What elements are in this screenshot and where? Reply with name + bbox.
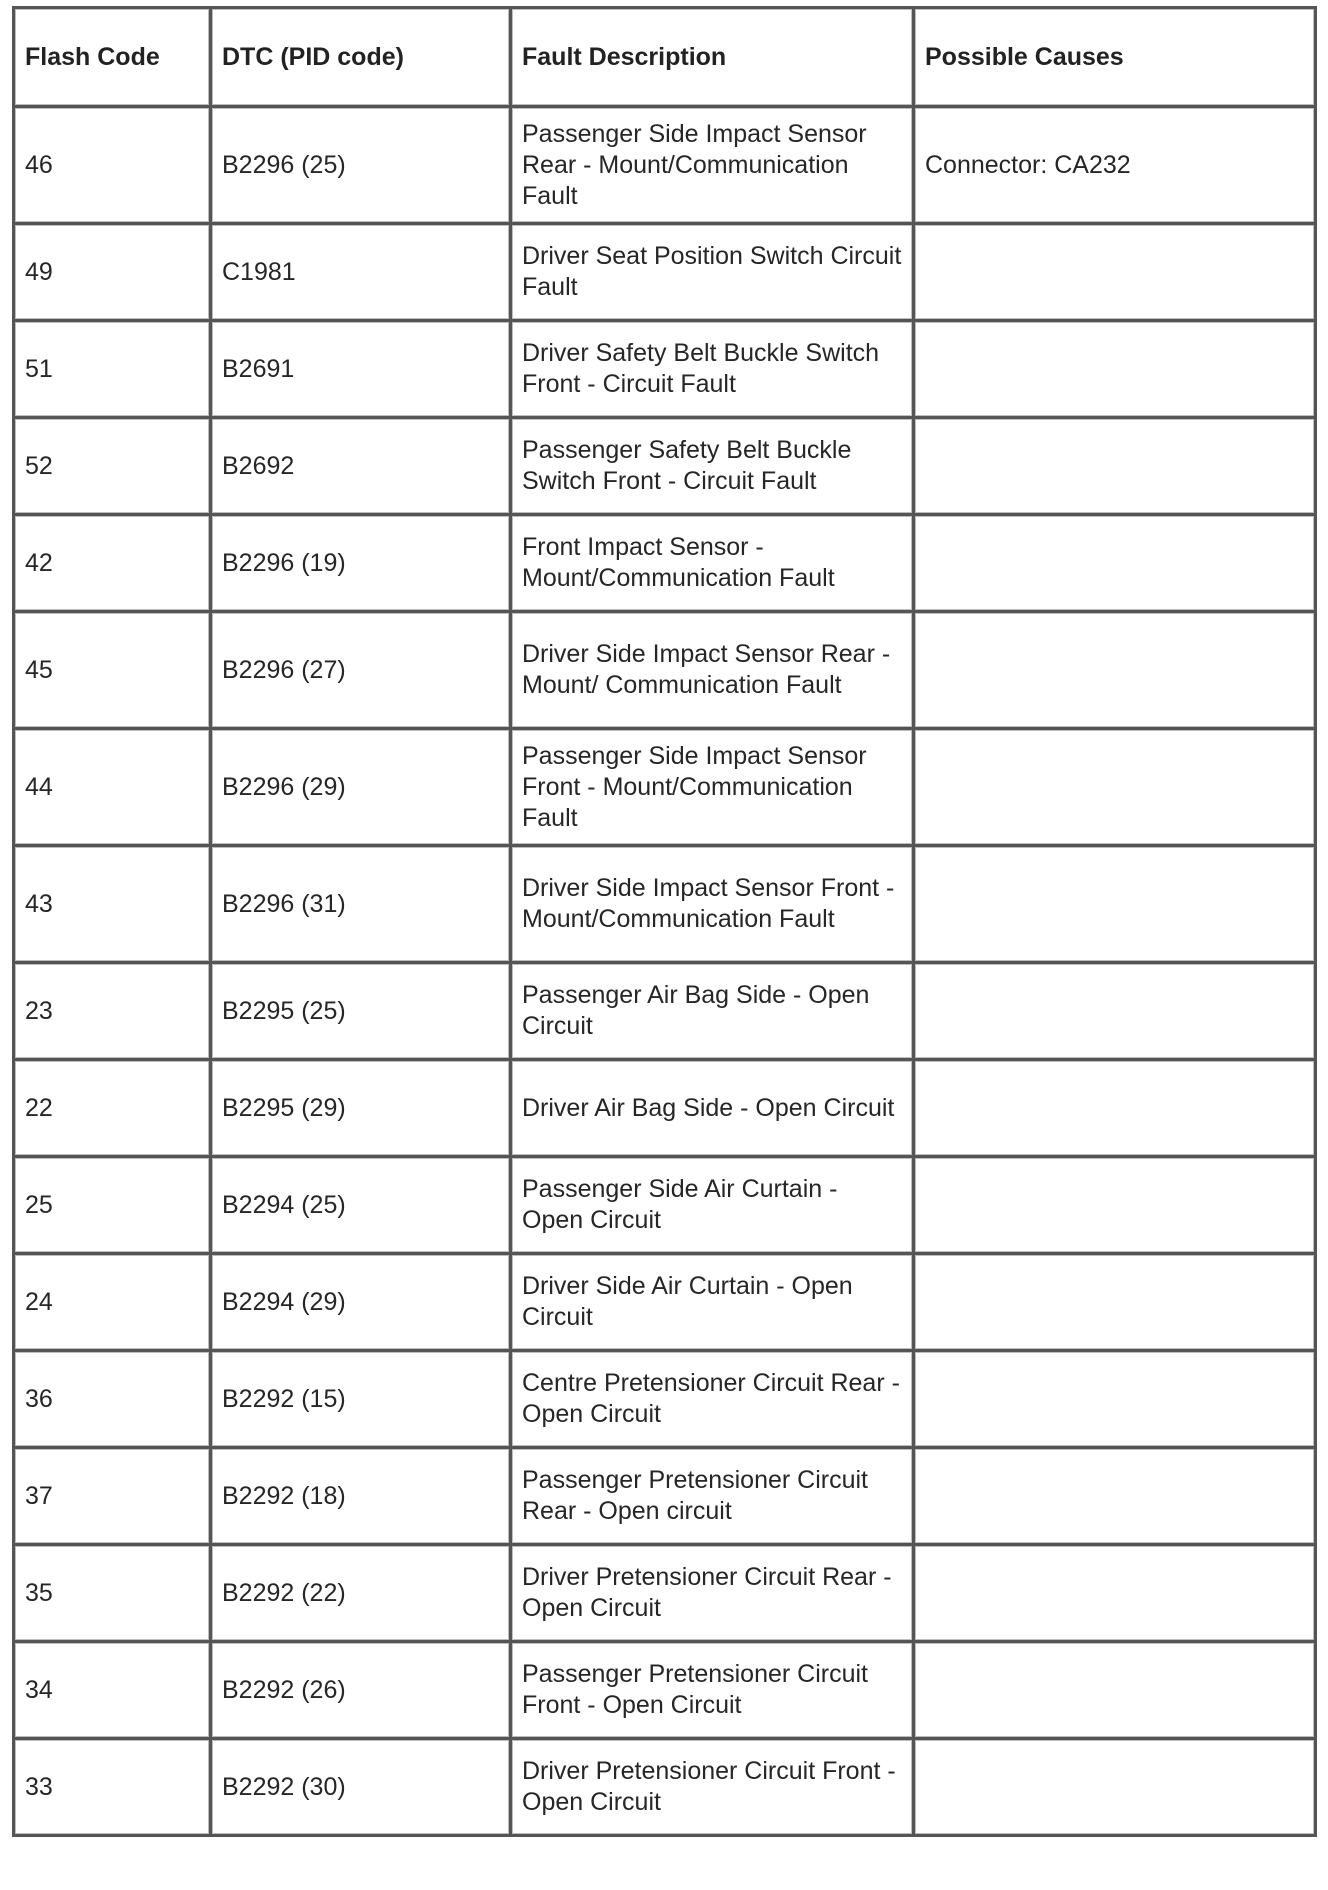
flash-code-cell: 52 [14,418,211,515]
header-dtc-pid-code: DTC (PID code) [211,8,511,107]
dtc-cell: B2296 (25) [211,107,511,224]
possible-causes-cell [914,1254,1316,1351]
table-row [14,1060,1316,1157]
table-row [14,1739,1316,1836]
table-row [14,729,1316,846]
possible-causes-cell: Connector: CA232 [914,107,1316,224]
table-row [14,515,1316,612]
flash-code-cell: 51 [14,321,211,418]
fault-description-cell: Passenger Side Air Curtain - Open Circuit [511,1157,914,1254]
dtc-cell: B2296 (29) [211,729,511,846]
fault-description-cell: Passenger Air Bag Side - Open Circuit [511,963,914,1060]
flash-code-cell: 43 [14,846,211,963]
flash-code-cell: 37 [14,1448,211,1545]
flash-code-cell: 23 [14,963,211,1060]
table-row [14,321,1316,418]
possible-causes-cell [914,1157,1316,1254]
fault-description-cell: Passenger Pretensioner Circuit Front - Open Circuit [511,1642,914,1739]
possible-causes-cell [914,1060,1316,1157]
fault-description-cell: Centre Pretensioner Circuit Rear - Open Circuit [511,1351,914,1448]
dtc-cell: B2292 (30) [211,1739,511,1836]
table-header-row [14,8,1316,107]
fault-description-cell: Driver Air Bag Side - Open Circuit [511,1060,914,1157]
fault-description-cell: Front Impact Sensor - Mount/Communication Fault [511,515,914,612]
fault-description-cell: Driver Side Impact Sensor Front - Mount/Communication Fault [511,846,914,963]
table-row [14,1545,1316,1642]
table-row [14,963,1316,1060]
dtc-cell: B2292 (18) [211,1448,511,1545]
table-row [14,107,1316,224]
table-row [14,612,1316,729]
fault-description-cell: Passenger Safety Belt Buckle Switch Front - Circuit Fault [511,418,914,515]
fault-description-cell: Passenger Side Impact Sensor Front - Mount/Communication Fault [511,729,914,846]
dtc-table [12,6,1317,1837]
fault-description-cell: Driver Pretensioner Circuit Rear - Open Circuit [511,1545,914,1642]
header-possible-causes: Possible Causes [914,8,1316,107]
possible-causes-cell [914,515,1316,612]
fault-description-cell: Driver Seat Position Switch Circuit Fault [511,224,914,321]
flash-code-cell: 45 [14,612,211,729]
flash-code-cell: 22 [14,1060,211,1157]
table-row [14,846,1316,963]
fault-description-cell: Passenger Pretensioner Circuit Rear - Open circuit [511,1448,914,1545]
flash-code-cell: 46 [14,107,211,224]
fault-description-cell: Driver Side Impact Sensor Rear - Mount/ Communication Fault [511,612,914,729]
dtc-cell: B2296 (31) [211,846,511,963]
header-flash-code: Flash Code [14,8,211,107]
table-row [14,418,1316,515]
flash-code-cell: 42 [14,515,211,612]
flash-code-cell: 49 [14,224,211,321]
dtc-cell: B2292 (22) [211,1545,511,1642]
flash-code-cell: 44 [14,729,211,846]
possible-causes-cell [914,1545,1316,1642]
dtc-cell: B2296 (27) [211,612,511,729]
flash-code-cell: 35 [14,1545,211,1642]
flash-code-cell: 36 [14,1351,211,1448]
dtc-cell: B2295 (25) [211,963,511,1060]
table-row [14,1642,1316,1739]
fault-description-cell: Driver Side Air Curtain - Open Circuit [511,1254,914,1351]
flash-code-cell: 25 [14,1157,211,1254]
table-row [14,1351,1316,1448]
dtc-cell: B2296 (19) [211,515,511,612]
possible-causes-cell [914,963,1316,1060]
dtc-cell: B2294 (25) [211,1157,511,1254]
flash-code-cell: 24 [14,1254,211,1351]
possible-causes-cell [914,1642,1316,1739]
table-row [14,224,1316,321]
dtc-cell: C1981 [211,224,511,321]
table-row [14,1254,1316,1351]
dtc-cell: B2292 (26) [211,1642,511,1739]
table-row [14,1448,1316,1545]
fault-description-cell: Driver Safety Belt Buckle Switch Front - Circuit Fault [511,321,914,418]
possible-causes-cell [914,321,1316,418]
dtc-cell: B2294 (29) [211,1254,511,1351]
flash-code-cell: 34 [14,1642,211,1739]
dtc-cell: B2691 [211,321,511,418]
fault-description-cell: Passenger Side Impact Sensor Rear - Mount/Communication Fault [511,107,914,224]
possible-causes-cell [914,418,1316,515]
dtc-cell: B2292 (15) [211,1351,511,1448]
header-fault-description: Fault Description [511,8,914,107]
possible-causes-cell [914,612,1316,729]
flash-code-cell: 33 [14,1739,211,1836]
possible-causes-cell [914,1448,1316,1545]
possible-causes-cell [914,224,1316,321]
dtc-cell: B2295 (29) [211,1060,511,1157]
possible-causes-cell [914,846,1316,963]
fault-description-cell: Driver Pretensioner Circuit Front - Open Circuit [511,1739,914,1836]
possible-causes-cell [914,1351,1316,1448]
table-row [14,1157,1316,1254]
dtc-cell: B2692 [211,418,511,515]
possible-causes-cell [914,729,1316,846]
possible-causes-cell [914,1739,1316,1836]
